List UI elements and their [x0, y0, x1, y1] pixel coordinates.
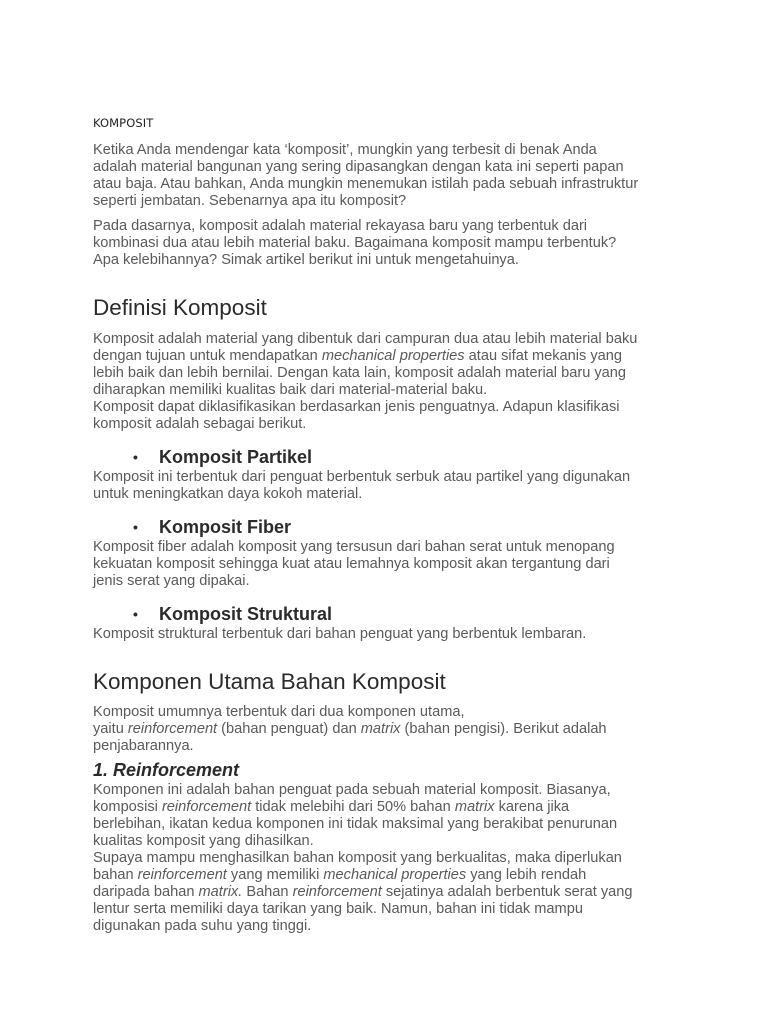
text-line: Komposit adalah material yang dibentuk dari campuran dua atau lebih material baku [93, 331, 638, 347]
text-span: komposisi [93, 799, 162, 815]
document-label: KOMPOSIT [93, 116, 154, 130]
text-line: untuk meningkatkan daya kokoh material. [93, 486, 363, 502]
bullet-heading-text: Komposit Fiber [159, 517, 292, 537]
text-line: penjabarannya. [93, 738, 194, 754]
text-span: karena jika [494, 799, 570, 815]
text-line: lebih baik dan lebih bernilai. Dengan kata lain, komposit adalah material baru yang [93, 365, 627, 381]
text-line: kombinasi dua atau lebih material baku. Bagaimana komposit mampu terbentuk? [93, 235, 617, 251]
reinforcement-paragraph [93, 782, 683, 935]
text-line: kekuatan komposit sehingga kuat atau lemahnya komposit akan tergantung dari [93, 556, 610, 572]
section-heading-komponen: Komponen Utama Bahan Komposit [93, 669, 446, 694]
text-line [93, 721, 683, 738]
emphasis-text: matrix. [198, 884, 243, 900]
text-span: bahan [93, 867, 138, 883]
emphasis-text: reinforcement [127, 721, 218, 737]
text-span: daripada bahan [93, 884, 199, 900]
bullet-body-fiber [93, 539, 683, 590]
text-span: dengan tujuan untuk mendapatkan [93, 348, 322, 364]
emphasis-text: mechanical properties [323, 867, 467, 883]
text-line: berlebihan, ikatan kedua komponen ini tidak maksimal yang berakibat penurunan [93, 816, 618, 832]
text-span: tidak melebihi dari 50% bahan [251, 799, 455, 815]
text-line: Apa kelebihannya? Simak artikel berikut ini untuk mengetahuinya. [93, 252, 519, 268]
bullet-icon: • [133, 519, 138, 535]
definisi-paragraph [93, 331, 683, 433]
text-line: kualitas komposit yang dihasilkan. [93, 833, 314, 849]
text-line: Komposit fiber adalah komposit yang tersusun dari bahan serat untuk menopang [93, 539, 615, 555]
emphasis-text: matrix [360, 721, 401, 737]
bullet-body-struktural [93, 626, 683, 643]
text-line: Komposit dapat diklasifikasikan berdasarkan jenis penguatnya. Adapun klasifikasi [93, 399, 620, 415]
text-span: atau sifat mekanis yang [464, 348, 622, 364]
emphasis-text: reinforcement [161, 799, 252, 815]
text-span: yang lebih rendah [466, 867, 587, 883]
text-span: yaitu [93, 721, 128, 737]
text-line: digunakan pada suhu yang tinggi. [93, 918, 312, 934]
intro-paragraph-2 [93, 218, 683, 269]
bullet-heading-text: Komposit Partikel [159, 447, 313, 467]
text-line: Supaya mampu menghasilkan bahan komposit yang berkualitas, maka diperlukan [93, 850, 622, 866]
text-line: Komponen ini adalah bahan penguat pada sebuah material komposit. Biasanya, [93, 782, 611, 798]
text-line [93, 348, 683, 365]
text-line: adalah material bangunan yang sering dipasangkan dengan kata ini seperti papan [93, 159, 624, 175]
text-line: Komposit umumnya terbentuk dari dua komponen utama, [93, 704, 465, 720]
text-span: Bahan [242, 884, 293, 900]
bullet-icon: • [133, 606, 138, 622]
text-line: Komposit struktural terbentuk dari bahan penguat yang berbentuk lembaran. [93, 626, 587, 642]
emphasis-text: reinforcement [292, 884, 382, 900]
text-line: Pada dasarnya, komposit adalah material rekayasa baru yang terbentuk dari [93, 218, 588, 234]
text-span: yang memiliki [226, 867, 324, 883]
intro-paragraph-1 [93, 142, 683, 210]
text-line: komposit adalah sebagai berikut. [93, 416, 307, 432]
text-line: Komposit ini terbentuk dari penguat berbentuk serbuk atau partikel yang digunakan [93, 469, 631, 485]
emphasis-text: reinforcement [137, 867, 227, 883]
text-line: jenis serat yang dipakai. [93, 573, 250, 589]
text-line [93, 799, 683, 816]
text-line: seperti jembatan. Sebenarnya apa itu komposit? [93, 193, 407, 209]
text-line: diharapkan memiliki kualitas baik dari material-material baku. [93, 382, 488, 398]
text-span: sejatinya adalah berbentuk serat yang [381, 884, 633, 900]
text-line [93, 867, 683, 884]
emphasis-text: matrix [454, 799, 495, 815]
text-line [93, 884, 683, 901]
komponen-paragraph [93, 704, 683, 755]
bullet-heading-text: Komposit Struktural [159, 604, 333, 624]
emphasis-text: mechanical properties [321, 348, 465, 364]
bullet-body-partikel [93, 469, 683, 503]
text-line: lentur serta memiliki daya tarikan yang baik. Namun, bahan ini tidak mampu [93, 901, 583, 917]
text-span: (bahan penguat) dan [217, 721, 361, 737]
bullet-icon: • [133, 449, 138, 465]
subsection-heading-reinforcement: 1. Reinforcement [93, 760, 240, 780]
text-line: atau baja. Atau bahkan, Anda mungkin menemukan istilah pada sebuah infrastruktur [93, 176, 639, 192]
section-heading-definisi: Definisi Komposit [93, 295, 267, 320]
text-span: (bahan pengisi). Berikut adalah [400, 721, 607, 737]
text-line: Ketika Anda mendengar kata ‘komposit’, mungkin yang terbesit di benak Anda [93, 142, 597, 158]
